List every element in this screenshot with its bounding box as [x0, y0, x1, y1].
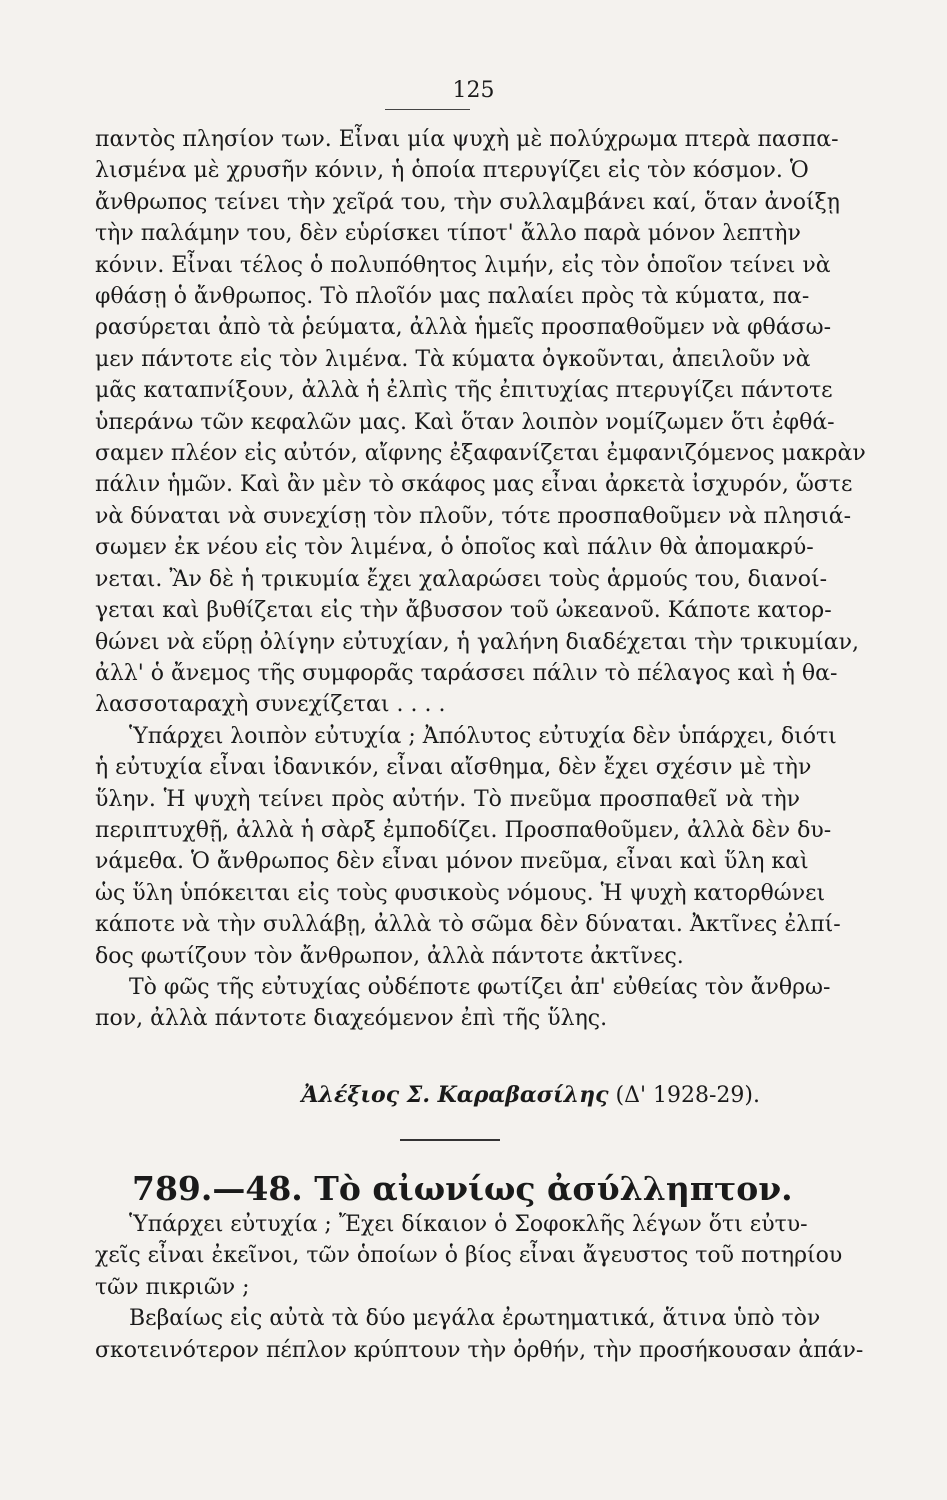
paragraph-2	[95, 721, 841, 972]
text-line: ἡ εὐτυχία εἶναι ἰδανικόν, εἶναι αἴσθημα, δὲν ἔχει σχέσιν μὲ τὴν	[95, 755, 812, 781]
text-line: κάποτε νὰ τὴν συλλάβῃ, ἀλλὰ τὸ σῶμα δὲν δύναται. Ἀκτῖνες ἐλπί-	[95, 912, 841, 938]
author-class-year: (Δ' 1928-29).	[615, 1083, 760, 1108]
text-block-1	[95, 124, 866, 1035]
text-line: Τὸ φῶς τῆς εὐτυχίας οὐδέποτε φωτίζει ἀπ' εὐθείας τὸν ἄνθρω-	[129, 974, 831, 1000]
text-line: φθάσῃ ὁ ἄνθρωπος. Τὸ πλοῖόν μας παλαίει πρὸς τὰ κύματα, πα-	[95, 284, 810, 310]
paragraph-5	[95, 1303, 864, 1366]
text-line: τὴν παλάμην του, δὲν εὑρίσκει τίποτ' ἄλλο παρὰ μόνον λεπτὴν	[95, 221, 801, 247]
text-line: Βεβαίως εἰς αὐτὰ τὰ δύο μεγάλα ἐρωτηματικά, ἅτινα ὑπὸ τὸν	[129, 1306, 821, 1332]
text-line: Ὑπάρχει λοιπὸν εὐτυχία ; Ἀπόλυτος εὐτυχία δὲν ὑπάρχει, διότι	[129, 723, 837, 749]
text-line: περιπτυχθῇ, ἀλλὰ ἡ σὰρξ ἐμποδίζει. Προσπαθοῦμεν, ἀλλὰ δὲν δυ-	[95, 817, 832, 843]
text-line: τῶν πικριῶν ;	[95, 1274, 250, 1300]
paragraph-1	[95, 124, 866, 721]
text-block-2	[95, 1209, 864, 1366]
text-line: λισμένα μὲ χρυσῆν κόνιν, ἡ ὁποία πτερυγίζει εἰς τὸν κόσμον. Ὁ	[95, 158, 809, 184]
text-line: σωμεν ἐκ νέου εἰς τὸν λιμένα, ὁ ὁποῖος καὶ πάλιν θὰ ἀπομακρύ-	[95, 535, 814, 561]
text-line: ἀλλ' ὁ ἄνεμος τῆς συμφορᾶς ταράσσει πάλιν τὸ πέλαγος καὶ ἡ θα-	[95, 660, 838, 686]
text-line: πον, ἀλλὰ πάντοτε διαχεόμενον ἐπὶ τῆς ὕλης.	[95, 1006, 608, 1032]
text-line: ρασύρεται ἀπὸ τὰ ῥεύματα, ἀλλὰ ἡμεῖς προσπαθοῦμεν νὰ φθάσω-	[95, 315, 832, 341]
text-line: λασσοταραχὴ συνεχίζεται . . . .	[95, 692, 446, 718]
text-line: ὑπεράνω τῶν κεφαλῶν μας. Καὶ ὅταν λοιπὸν νομίζωμεν ὅτι ἐφθά-	[95, 409, 835, 435]
text-line: ὕλην. Ἡ ψυχὴ τείνει πρὸς αὐτήν. Τὸ πνεῦμα προσπαθεῖ νὰ τὴν	[95, 786, 800, 812]
text-line: σαμεν πλέον εἰς αὐτόν, αἴφνης ἐξαφανίζεται ἐμφανιζόμενος μακρὰν	[95, 441, 866, 467]
text-line: νὰ δύναται νὰ συνεχίσῃ τὸν πλοῦν, τότε προσπαθοῦμεν νὰ πλησιά-	[95, 503, 852, 529]
text-line: Ὑπάρχει εὐτυχία ; Ἔχει δίκαιον ὁ Σοφοκλῆς λέγων ὅτι εὐτυ-	[129, 1212, 808, 1237]
text-line: παντὸς πλησίον των. Εἶναι μία ψυχὴ μὲ πολύχρωμα πτερὰ πασπα-	[95, 127, 839, 152]
header-rule	[385, 109, 470, 110]
page-number: 125	[452, 78, 495, 103]
text-line: νάμεθα. Ὁ ἄνθρωπος δὲν εἶναι μόνον πνεῦμα, εἶναι καὶ ὕλη καὶ	[95, 849, 809, 875]
text-line: θώνει νὰ εὕρῃ ὀλίγην εὐτυχίαν, ἡ γαλήνη διαδέχεται τὴν τρικυμίαν,	[95, 629, 859, 655]
text-line: κόνιν. Εἶναι τέλος ὁ πολυπόθητος λιμήν, εἰς τὸν ὁποῖον τείνει νὰ	[95, 252, 831, 278]
section-title: 789.—48. Τὸ αἰωνίως ἀσύλληπτον.	[132, 1169, 793, 1208]
text-line: μᾶς καταπνίξουν, ἀλλὰ ἡ ἐλπὶς τῆς ἐπιτυχίας πτερυγίζει πάντοτε	[95, 378, 833, 404]
paragraph-4	[95, 1209, 843, 1303]
text-line: νεται. Ἂν δὲ ἡ τρικυμία ἔχει χαλαρώσει τοὺς ἁρμούς του, διανοί-	[95, 566, 828, 592]
text-line: σκοτεινότερον πέπλον κρύπτουν τὴν ὀρθήν, τὴν προσήκουσαν ἀπάν-	[95, 1337, 864, 1363]
author-signature	[0, 1082, 760, 1108]
paragraph-3	[95, 972, 831, 1035]
text-line: γεται καὶ βυθίζεται εἰς τὴν ἄβυσσον τοῦ ὠκεανοῦ. Κάποτε κατορ-	[95, 598, 832, 624]
text-line: δος φωτίζουν τὸν ἄνθρωπον, ἀλλὰ πάντοτε ἀκτῖνες.	[95, 943, 684, 969]
author-name: Ἀλέξιος Σ. Καραβασίλης	[301, 1082, 609, 1108]
text-line: πάλιν ἡμῶν. Καὶ ἂν μὲν τὸ σκάφος μας εἶναι ἀρκετὰ ἰσχυρόν, ὥστε	[95, 472, 853, 498]
text-line: μεν πάντοτε εἰς τὸν λιμένα. Τὰ κύματα ὀγκοῦνται, ἀπειλοῦν νὰ	[95, 346, 811, 372]
section-divider	[400, 1139, 500, 1141]
text-line: χεῖς εἶναι ἐκεῖνοι, τῶν ὁποίων ὁ βίος εἶναι ἄγευστος τοῦ ποτηρίου	[95, 1243, 843, 1269]
text-line: ἄνθρωπος τείνει τὴν χεῖρά του, τὴν συλλαμβάνει καί, ὅταν ἀνοίξῃ	[95, 189, 840, 215]
text-line: ὡς ὕλη ὑπόκειται εἰς τοὺς φυσικοὺς νόμους. Ἡ ψυχὴ κατορθώνει	[95, 880, 826, 906]
